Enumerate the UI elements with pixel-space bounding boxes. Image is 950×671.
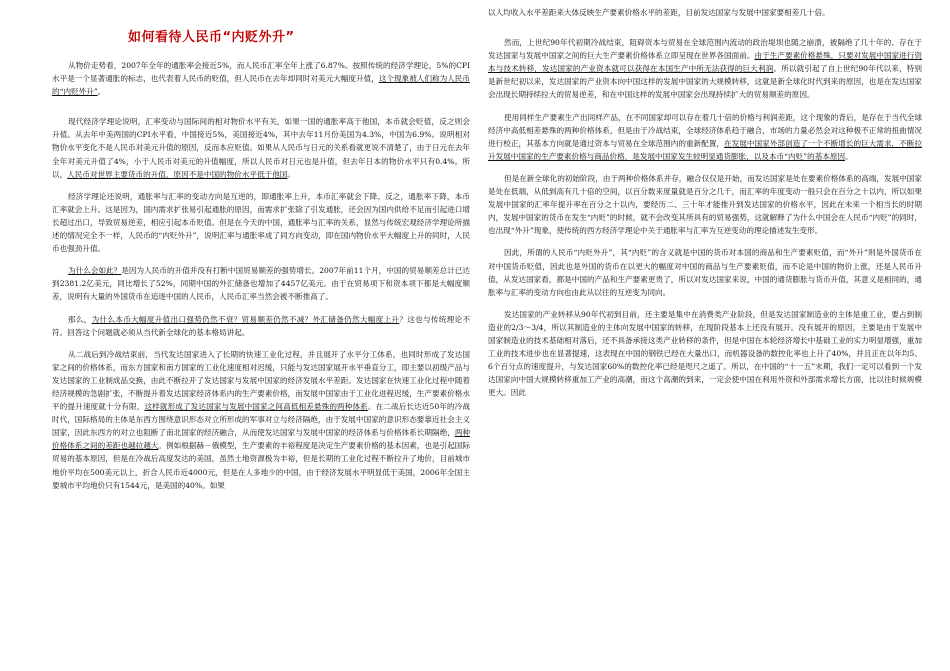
text-run: 。 [97,87,106,97]
paragraph-4 [52,264,470,303]
paragraph-1 [52,59,470,98]
underlined-text: 这个现象被人们称为人民币的“内贬外升” [52,74,471,97]
left-column [52,14,470,501]
underlined-text: 这样就形成了发达国家与发展中国家之间高低相差悬殊的两种体系 [144,402,368,412]
underlined-text: 为什么本币大幅度升值出口强势仍然不衰？贸易顺差仍然不减？外汇储备仍然大幅度上升 [91,314,400,324]
text-run: 现代经济学理论说明，汇率变动与国际间的相对物价水平有关，如果一国的通胀率高于他国，本币就会贬值，反之则会升值。从去年中美两国的CPI水平看，中国接近5%，美国接近4%，其中去年11月份美国为4.3%，中国为6.9%。说明相对物价水平变化不是人民币对美元升值的原因，反而本应贬值。如果从人民币与日元的关系看就更说不清楚了，由于日元在去年全年对美元升值了4%，小于人民币对美元的升值幅度，所以人民币对日元也是升值，但去年日本的物价水平只有0.4%。所以， [52,117,470,179]
right-column [488,6,922,408]
text-run: 。在二战后长达近50年的冷战时代，国际格局的主体是东西方围绕意识形态对立所形成的军事对立与经济隔绝，由于发展中国家的意识形态要靠近社会主义国家，因此东西方的对立也阻断了南北国家的经济融合，从而使发达国家与发展中国家的经济体系与价格体系长期隔绝， [52,402,470,438]
paragraph-5 [52,313,470,339]
text-run: 那么， [68,314,92,324]
underlined-text: 两种价格体系之间的差距也越拉越大 [52,428,471,451]
underlined-text: 在发展中国家外部创造了一个不断增长的巨大需求，不断拉升发展中国家的生产要素价格与商品价格，是发展中国家发生较明显通货膨胀，以及本币“内贬”的基本原因 [488,138,922,161]
underlined-text: 人民币对世界主要货币的升值，原因不是中国的物价水平低于他国 [67,169,288,179]
text-run: 从二战后到冷战结束前，当代发达国家进入了长期的快速工业化过程，并且展开了水平分工体系，也同时形成了发达国家之间的价格体系，而东方国家和南方国家的工业化速度相对迟缓，只能与发达国家展开水平垂直分工，即主要以初级产品与发达国家的工业制成品交换，由此不断拉开了发达国家与发展中国家的经济发展水平差距。发达国家在快速工业化过程中随着经济规模的急剧扩张，不断提升着发达国家经济体系内的生产要素价格，而发展中国家由于工业化进程迟缓，生产要素价格水平的提升速度就十分有限， [52,349,470,412]
article-title: 如何看待人民币“内贬外升” [128,30,295,45]
text-run: 。 [287,169,295,179]
paragraph-gap [488,28,922,36]
paragraph-7 [488,36,922,101]
text-run: 使用同样生产要素生产出同样产品，在不同国家却可以存在着几十倍的价格与利润差距，这个现象的背后，是存在于当代全球经济中高低相差悬殊的两种价格体系，但是由于冷战结束，全球经济体系趋于融合，市场的力量必然会对这种极不正常的扭曲情况进行校正，其基本方向就是通过资本与贸易在全球范围内的重新配置， [488,112,922,148]
paragraph-6 [52,348,470,492]
paragraph-8 [488,111,922,163]
text-run: 然而，上世纪90年代初期冷战结束，阻碍资本与贸易在全球范围内流动的政治堤坝也随之崩溃，被隔绝了几十年的、存在于发达国家与发展中国家之间的巨大生产要素价格体系立即呈现在世界各国面前。 [488,38,922,61]
paragraph-9: 但是在新全球化的初始阶段，由于两种价格体系并存，融合仅仅是开始，而发达国家是处在要素价格体系的高端，发展中国家是处在低端，从低到高有几十倍的空间，以百分数来度量就是百分之几千，而汇率的年度变动一般只会在百分之十以内，所以如果发展中国家的汇率年提升率在百分之十以内，要经历二、三十年才能推升到发达国家的价格水平，因此在未来一个相当长的时期内，发展中国家的货币在发生“内贬”的时候，就不会改变其所具有的贸易强势，这就解释了为什么中国会在人民币“内贬”的同时，也出现“外升”现象，使传统的西方经济学理论中关于通胀率与汇率为互逆变动的理论描述发生变形。 [488,173,922,236]
underlined-text: 由于生产要素价格悬殊，只要对发展中国家进行资本与技术转移，发达国家的产业资本就可以获得在本国生产中所无法获得的巨大利润 [488,51,922,74]
paragraph-2 [52,115,470,180]
text-run: ？这也与传统理论不符。回答这个问题就必须从当代新全球化的基本格局讲起。 [52,314,471,337]
paragraph-10: 因此，所谓的人民币“内贬外升”，其“内贬”的含义就是中国的货币对本国的商品和生产要素贬值，而“外升”则是外国货币在对中国货币贬值，因此也是外国的货币在以更大的幅度对中国的商品与生产要素贬值，而不论是中国的物价上涨，还是人民币升值，从发达国家看，都是中国的产品和生产要素更贵了，所以对发达国家来说，中国的通货膨胀与货币升值，其意义是相同的，通胀率与汇率的变动方向也由此从以往的互逆变为同向。 [488,248,922,297]
paragraph-11: 发达国家的产业转移从90年代初到目前，还主要是集中在消费类产业阶段，但是发达国家制造业的主体是重工业，要占到制造业的2/3～3/4，所以其制造业的主体向发展中国家的转移，在现阶段基本上还没有展开。没有展开的原因，主要是由于发展中国家制造业的技术基础相对落后，还不具备承接这类产业转移的条件，但是中国在本轮经济增长中基础工业的实力明显增强，重加工业的技术进步也在显著提速，这表现在中国的钢铁已经在大量出口，而机器设备的数控化率也上升了40%，并且正在以年均5、6个百分点的速度提升，与发达国家60%的数控化率已经是咫尺之遥了。所以，在中国的“十一五”末期，我们一定可以看到一个发达国家向中国大规模转移重加工产业的高潮，而这个高潮的到来，一定会使中国在利用外资和外部需求增长方面，比以往时候规模更大。因此 [488,309,922,398]
text-run: 是因为人民币的升值并没有打断中国贸易顺差的强势增长。2007年前11个月，中国的贸易顺差总计已达到2381.2亿美元，同比增长了52%，同期中国的外汇储备也增加了4457亿美元。由于在贸易项下和资本项下都是大幅度顺差，说明有大量的外国货币在追逐中国的人民币，人民币汇率当然会被不断推高了。 [52,266,471,302]
text-run: 。例如根据赫－俄模型，生产要素的丰裕程度是决定生产要素价格的基本因素，也是引起国际贸易的基本原因，但是在冷战后高度发达的美国，虽然土地资源极为丰裕，但是长期的工业化过程不断拉升了地价，目前城市地价平均在500美元以上，折合人民币近4000元，但是在人多地少的中国，由于经济发展水平明显低于美国，2006年全国主要城市平均地价只有1544元，是美国的40%。如果 [52,441,470,490]
text-run: 。 [845,151,853,161]
paragraph-3: 经济学理论还说明，通胀率与汇率的变动方向是互逆的，即通胀率上升，本币汇率就会下降。反之，通胀率下降，本币汇率就会上升。这是因为，国内需求扩张易引起通胀的原因，而需求扩张除了引发通胀，还会因为国内供给不足而引起进口增长超过出口，导致贸易逆差，相应引起本币贬值。但是在今天的中国，通胀率与汇率的关系，显然与传统宏观经济学理论所描述的情况完全不一样，人民币的“内贬外升”，说明汇率与通胀率成了同方向变动，即在国内物价水平大幅度上升的同时，人民币也强劲升值。 [52,191,470,254]
paragraph-continued: 以人均收入水平差距来大体反映生产要素价格水平的差距，目前发达国家与发展中国家要相差几十倍。 [488,8,830,17]
text-run: 从物价走势看，2007年全年的通胀率会接近5%，而人民币汇率全年上涨了6.87%。按照传统的经济学理论，5%的CPI水平是一个显著通胀的标志，也代表着人民币的贬值，但人民币在去年却同时对美元大幅度升值， [52,61,470,84]
text-run: 。所以就引起了自上世纪90年代以来，特别是新世纪初以来，发达国家的产业资本向中国这样的发展中国家的大规模转移，这就是新全球化时代到来的原因，也是在发达国家会出现长期持续拉大的贸易逆差，和在中国这样的发展中国家会出现持续扩大的贸易顺差的原因。 [488,64,922,100]
paragraph-gap [52,107,470,115]
underlined-text: 为什么会如此？ [68,266,122,276]
